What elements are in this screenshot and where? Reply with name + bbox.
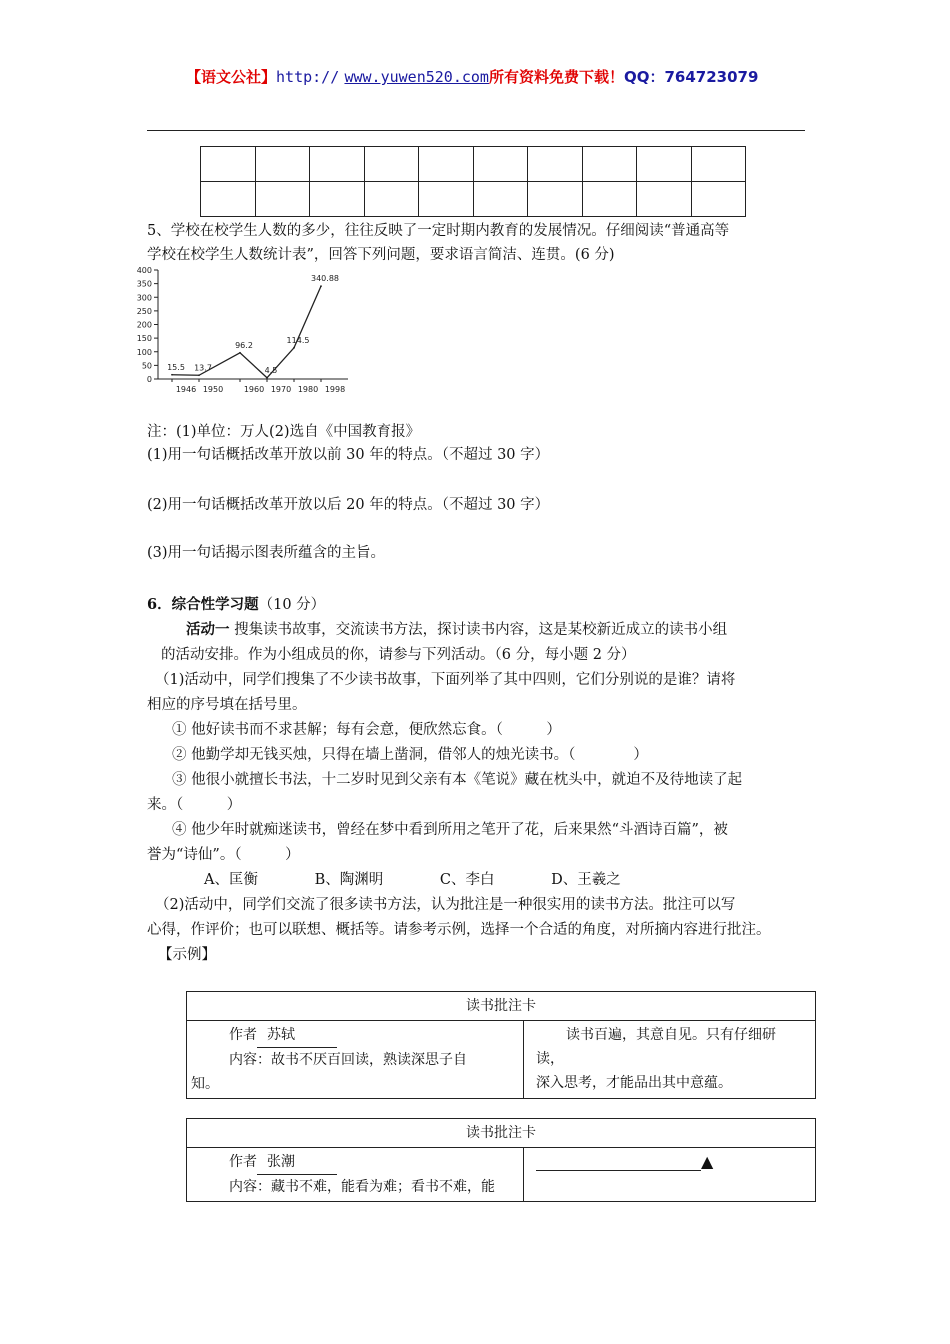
- grid-cell[interactable]: [637, 182, 692, 217]
- grid-cell[interactable]: [637, 147, 692, 182]
- story-item-4-line2: 誉为“诗仙”。（ ）: [147, 847, 300, 863]
- y-tick-label: 400: [136, 266, 152, 275]
- p1-line2: 相应的序号填在括号里。: [147, 697, 307, 713]
- q5-stem-line2: 学校在校学生人数统计表”，回答下列问题，要求语言简洁、连贯。(6 分): [147, 247, 615, 263]
- data-labels: [167, 274, 339, 375]
- note-line3: 深入思考，才能品出其中意蕴。: [536, 1075, 732, 1091]
- grid-row: [201, 147, 746, 182]
- grid-cell[interactable]: [473, 182, 528, 217]
- x-tick-label: 1998: [324, 385, 346, 394]
- grid-cell[interactable]: [201, 147, 256, 182]
- example-label: 【示例】: [158, 947, 216, 963]
- grid-cell[interactable]: [691, 147, 746, 182]
- x-tick-label: 1970: [270, 385, 292, 394]
- grid-cell[interactable]: [528, 182, 583, 217]
- grid-row: [201, 182, 746, 217]
- grid-cell[interactable]: [582, 147, 637, 182]
- q5-note: 注：(1)单位：万人(2)选自《中国教育报》: [147, 424, 421, 440]
- card-answer-cell[interactable]: [524, 1148, 816, 1202]
- story-item-3-line2: 来。（ ）: [147, 797, 242, 813]
- author-name: 苏轼: [257, 1023, 337, 1048]
- y-tick-label: 200: [136, 320, 152, 330]
- story-item-1: ① 他好读书而不求甚解；每有会意，便欣然忘食。（ ）: [172, 722, 561, 738]
- url-protocol: http://: [276, 68, 340, 86]
- y-axis: [137, 266, 158, 384]
- data-label: 13.7: [194, 363, 212, 373]
- triangle-marker-icon: ▲: [701, 1152, 714, 1171]
- data-point: [293, 347, 295, 349]
- option-c: C、李白: [439, 872, 495, 888]
- x-tick-label: 1950: [202, 385, 224, 394]
- q5-sub2: (2)用一句话概括改革开放以后 20 年的特点。（不超过 30 字）: [147, 497, 550, 513]
- grid-cell[interactable]: [364, 147, 419, 182]
- data-label: 4.5: [264, 365, 278, 375]
- option-a: A、匡衡: [204, 872, 258, 888]
- data-point: [171, 374, 173, 376]
- qq-number: QQ：764723079: [623, 68, 759, 86]
- option-d: D、王羲之: [551, 872, 621, 888]
- x-tick-label: 1946: [175, 385, 197, 394]
- enrollment-line-chart: [126, 262, 356, 402]
- story-item-3-line1: ③ 他很小就擅长书法，十二岁时见到父亲有本《笔说》藏在枕头中，就迫不及待地读了起: [172, 772, 743, 788]
- data-label: 114.5: [286, 335, 310, 345]
- y-tick-label: 300: [136, 293, 152, 303]
- card-author-row: [191, 1023, 519, 1048]
- p2-line2: 心得，作评价；也可以联想、概括等。请参考示例，选择一个合适的角度，对所摘内容进行批注。: [147, 922, 771, 938]
- p2-line1: （2)活动中，同学们交流了很多读书方法，认为批注是一种很实用的读书方法。批注可以写: [155, 897, 736, 913]
- grid-cell[interactable]: [528, 147, 583, 182]
- grid-cell[interactable]: [364, 182, 419, 217]
- y-tick-label: 0: [146, 375, 152, 384]
- data-point: [239, 352, 241, 354]
- card-content-line1: 内容：藏书不难，能看为难；看书不难，能: [229, 1179, 495, 1195]
- activity-line1: [186, 619, 727, 641]
- header-divider: [147, 130, 805, 131]
- q5-sub3: (3)用一句话揭示图表所蕴含的主旨。: [147, 545, 386, 561]
- answer-grid: [200, 146, 746, 217]
- annotation-card-example: [186, 991, 816, 1099]
- card-note-cell: [524, 1021, 816, 1099]
- data-point: [266, 377, 268, 379]
- activity-label: 活动一: [186, 621, 230, 638]
- grid-cell[interactable]: [310, 147, 365, 182]
- annotation-card-task: [186, 1118, 816, 1202]
- y-tick-label: 50: [141, 361, 152, 371]
- grid-cell[interactable]: [582, 182, 637, 217]
- q6-title: 6．综合性学习题: [147, 596, 259, 613]
- card-source-cell: [187, 1021, 524, 1099]
- header-slogan: 所有资料免费下载！: [488, 68, 624, 86]
- y-tick-label: 350: [136, 279, 152, 289]
- story-item-4-line1: ④ 他少年时就痴迷读书，曾经在梦中看到所用之笔开了花，后来果然“斗酒诗百篇”，被: [172, 822, 728, 838]
- data-label: 96.2: [235, 340, 253, 350]
- site-header: [186, 66, 758, 87]
- activity-text1: 搜集读书故事，交流读书方法，探讨读书内容，这是某校新近成立的读书小组: [234, 622, 728, 638]
- x-tick-label: 1980: [297, 385, 319, 394]
- card-title: 读书批注卡: [187, 992, 816, 1021]
- answer-blank[interactable]: [536, 1156, 701, 1171]
- author-label: 作者: [229, 1154, 257, 1170]
- note-line2: 读，: [536, 1051, 564, 1067]
- grid-cell[interactable]: [419, 147, 474, 182]
- option-b: B、陶渊明: [314, 872, 384, 888]
- card-content-line1: 内容：故书不厌百回读，熟读深思子自: [229, 1052, 467, 1068]
- card-author-row: [191, 1150, 519, 1175]
- q6-heading: [147, 594, 325, 616]
- note-line1: 读书百遍，其意自见。只有仔细研: [566, 1027, 776, 1043]
- grid-cell[interactable]: [473, 147, 528, 182]
- author-name: 张潮: [257, 1150, 337, 1175]
- site-link[interactable]: www.yuwen520.com: [344, 68, 489, 86]
- grid-cell[interactable]: [201, 182, 256, 217]
- card-content-line2: 知。: [191, 1076, 219, 1092]
- data-point: [320, 285, 322, 287]
- y-tick-label: 150: [136, 334, 152, 344]
- q6-score: （10 分）: [258, 597, 326, 613]
- grid-cell[interactable]: [255, 147, 310, 182]
- p1-line1: （1)活动中，同学们搜集了不少读书故事，下面列举了其中四则，它们分别说的是谁？请将: [155, 672, 736, 688]
- q5-stem-line1: 5、学校在校学生人数的多少，往往反映了一定时期内教育的发展情况。仔细阅读“普通高等: [147, 223, 730, 239]
- answer-row: [528, 1150, 811, 1175]
- x-axis: [158, 379, 348, 394]
- q5-sub1: (1)用一句话概括改革开放以前 30 年的特点。（不超过 30 字）: [147, 447, 550, 463]
- card-source-cell: [187, 1148, 524, 1202]
- data-point: [198, 374, 200, 376]
- options-row: [204, 869, 621, 891]
- author-label: 作者: [229, 1027, 257, 1043]
- story-item-2: ② 他勤学却无钱买烛，只得在墙上凿洞，借邻人的烛光读书。（ ）: [172, 747, 648, 763]
- brand-name: 【语文公社】: [186, 68, 277, 86]
- y-tick-label: 250: [136, 306, 152, 316]
- grid-cell[interactable]: [310, 182, 365, 217]
- card-title: 读书批注卡: [187, 1119, 816, 1148]
- data-label: 15.5: [167, 362, 185, 372]
- grid-cell[interactable]: [691, 182, 746, 217]
- grid-cell[interactable]: [255, 182, 310, 217]
- x-tick-label: 1960: [243, 385, 265, 394]
- y-tick-label: 100: [136, 347, 152, 357]
- data-label: 340.88: [311, 274, 339, 284]
- grid-cell[interactable]: [419, 182, 474, 217]
- activity-line2: 的活动安排。作为小组成员的你，请参与下列活动。（6 分，每小题 2 分）: [161, 647, 636, 663]
